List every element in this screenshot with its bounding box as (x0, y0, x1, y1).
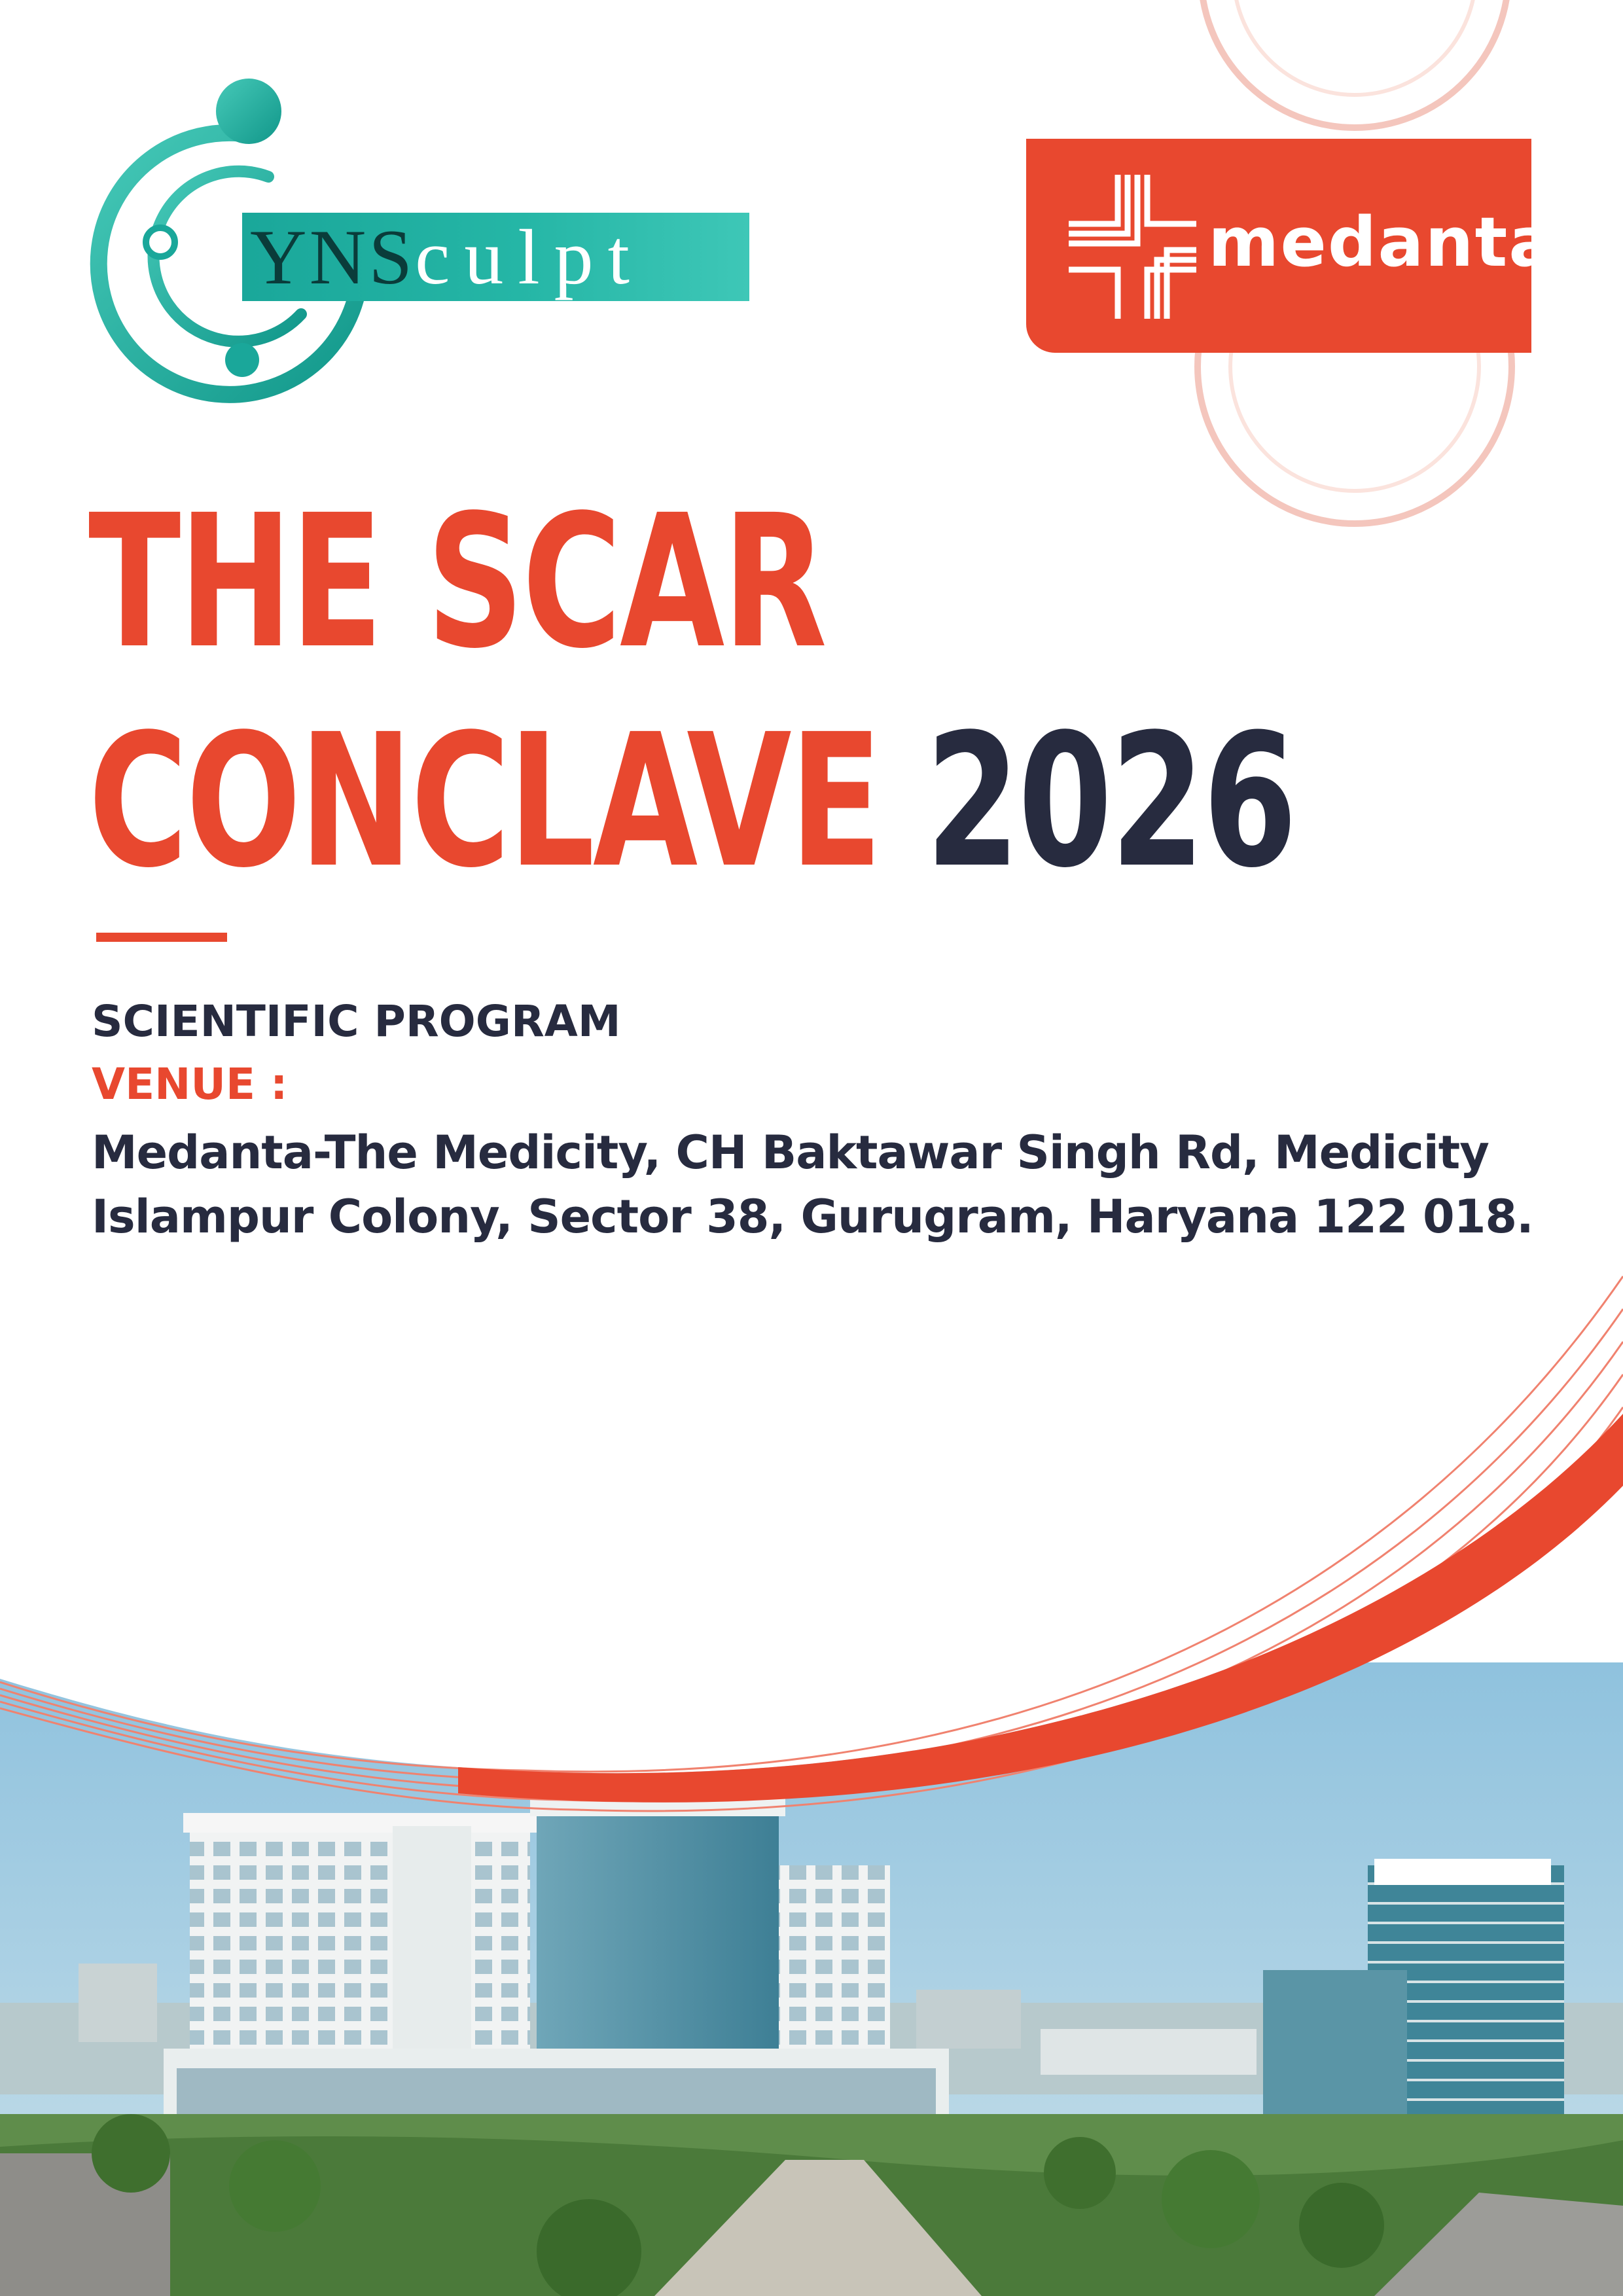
ynsculpt-wordmark: YNSculpt (242, 213, 749, 301)
venue-address (92, 1121, 1533, 1249)
ynsculpt-logo (85, 79, 687, 406)
decorative-wave (0, 1244, 1623, 1833)
event-title-line-1: THE SCAR (88, 476, 825, 689)
venue-address-line-1: Medanta-The Medicity, CH Baktawar Singh Rd, Medicity (92, 1126, 1489, 1179)
event-year: 2026 (925, 695, 1296, 908)
venue-label: VENUE : (92, 1059, 288, 1109)
venue-address-line-2: Islampur Colony, Sector 38, Gurugram, Haryana 122 018. (92, 1190, 1533, 1244)
event-title-line-2 (88, 695, 1296, 908)
medanta-cross-icon (1062, 175, 1219, 319)
medanta-wordmark: medanta (1208, 202, 1556, 282)
event-title-conclave: CONCLAVE (88, 695, 881, 908)
title-underline (96, 933, 227, 942)
scientific-program-label: SCIENTIFIC PROGRAM (92, 996, 621, 1047)
medanta-logo (1026, 139, 1556, 353)
